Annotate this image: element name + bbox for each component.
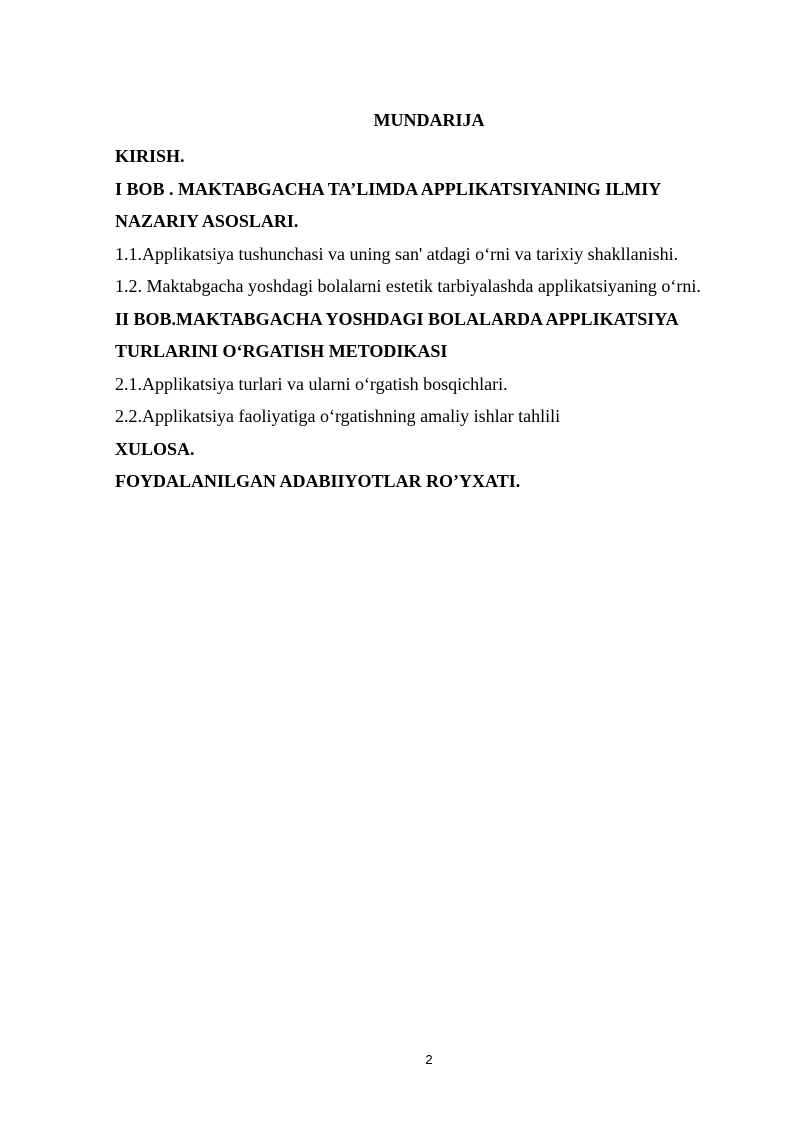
toc-entry-chapter-2-line-2: TURLARINI O‘RGATISH METODIKASI (115, 341, 448, 361)
toc-entry-section-1-1: 1.1.Applikatsiya tushunchasi va uning san' atdagi o‘rni va tarixiy shakllanishi. (115, 243, 679, 264)
toc-entry-section-2-2: 2.2.Applikatsiya faoliyatiga o‘rgatishning amaliy ishlar tahlili (115, 406, 561, 426)
toc-entry-section-2-1: 2.1.Applikatsiya turlari va ularni o‘rgatish bosqichlari. (115, 373, 508, 394)
toc-entry-chapter-2-line-1: II BOB.MAKTABGACHA YOSHDAGI BOLALARDA APPLIKATSIYA (115, 308, 679, 329)
toc-entry-chapter-1-line-2: NAZARIY ASOSLARI. (115, 211, 299, 231)
toc-entry-introduction: KIRISH. (115, 146, 185, 166)
toc-entry-conclusion: XULOSA. (115, 438, 195, 459)
toc-title: MUNDARIJA (373, 110, 485, 130)
toc-entry-section-1-2: 1.2. Maktabgacha yoshdagi bolalarni estetik tarbiyalashda applikatsiyaning o‘rni. (115, 276, 701, 296)
toc-entry-references: FOYDALANILGAN ADABIIYOTLAR RO’YXATI. (115, 471, 521, 491)
page-number: 2 (425, 1052, 433, 1067)
table-of-contents (115, 140, 755, 498)
toc-entry-chapter-1-line-1: I BOB . MAKTABGACHA TA’LIMDA APPLIKATSIYANING ILMIY (115, 178, 662, 199)
